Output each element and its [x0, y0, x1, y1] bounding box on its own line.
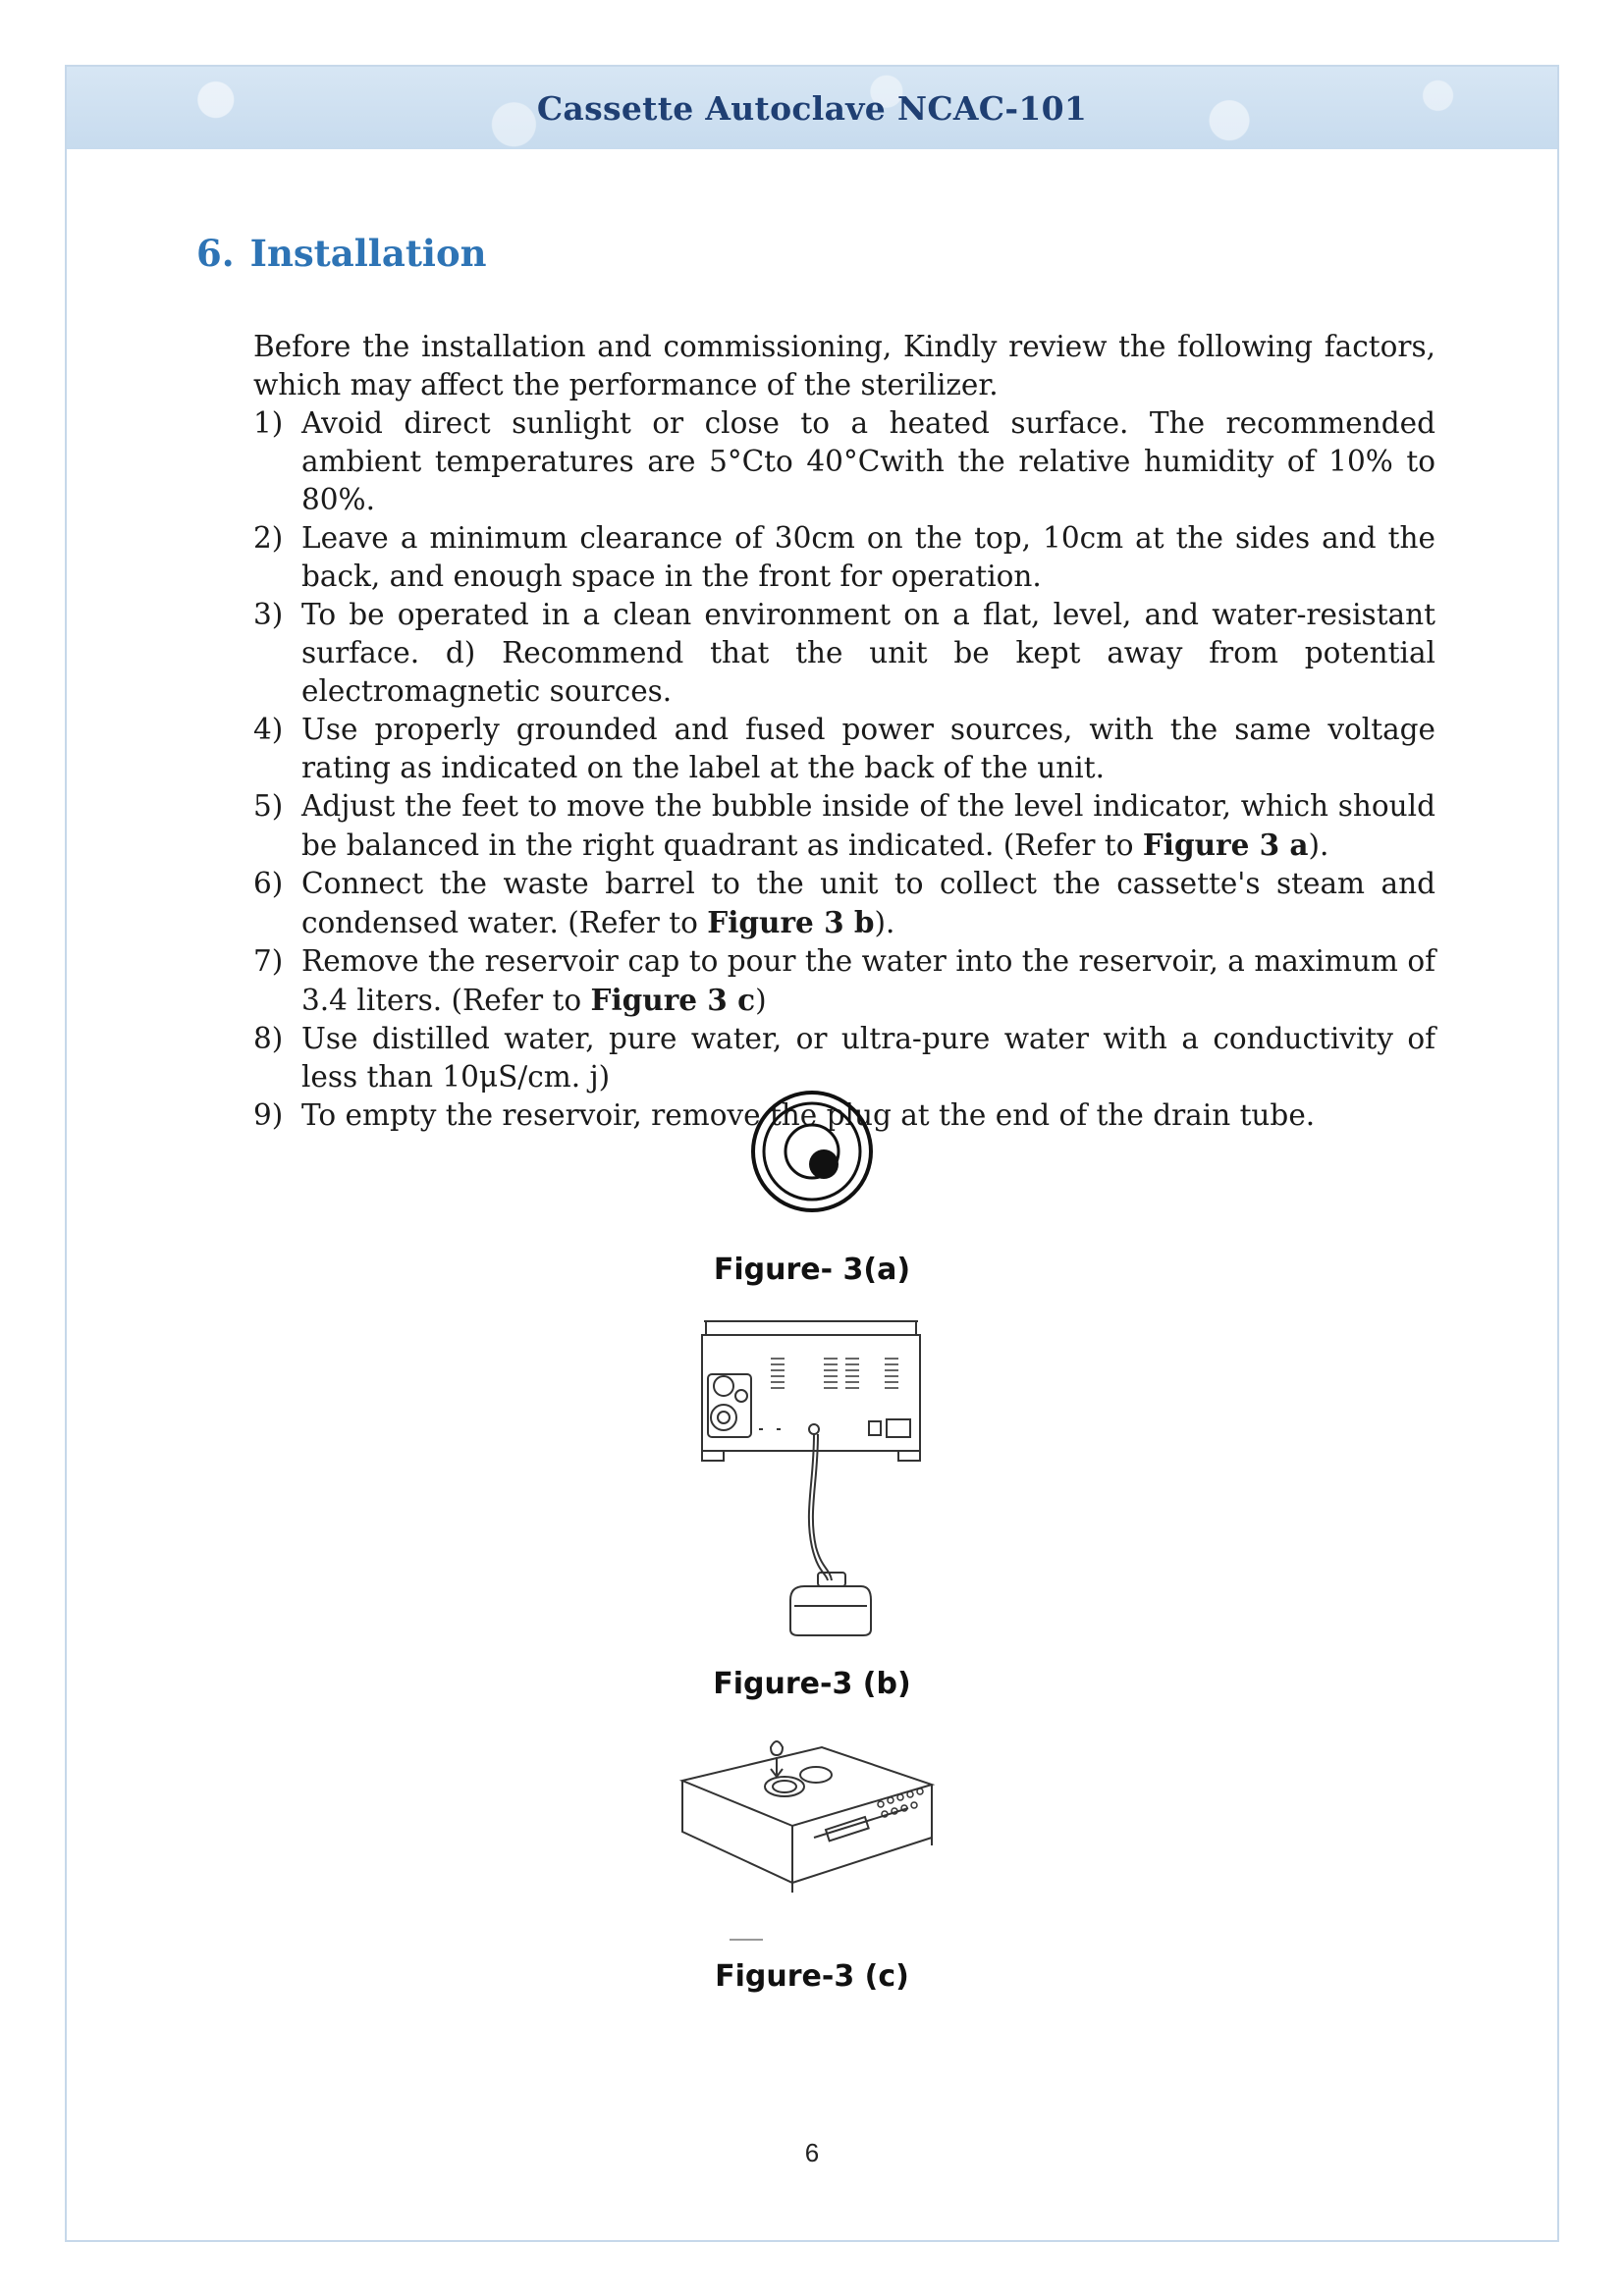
- item-text-end: ).: [1308, 828, 1329, 862]
- figure-3c-caption: Figure-3 (c): [715, 1959, 909, 1994]
- section-title: Installation: [249, 232, 487, 275]
- item-text: Connect the waste barrel to the unit to collect the cassette's steam and condensed water. (Refer to: [301, 867, 1435, 939]
- figure-3b: [0, 1315, 1624, 1639]
- list-item: [253, 1020, 1435, 1096]
- list-item: [253, 519, 1435, 596]
- list-item: [253, 596, 1435, 711]
- item-number: 2): [253, 521, 284, 555]
- list-item: [253, 787, 1435, 865]
- figure-reference: Figure 3 c: [590, 983, 756, 1017]
- figure-reference: Figure 3 a: [1142, 828, 1309, 862]
- section-body: [253, 328, 1435, 1135]
- item-number: 3): [253, 598, 284, 631]
- item-text: Remove the reservoir cap to pour the water into the reservoir, a maximum of 3.4 liters. (Refer to: [301, 944, 1435, 1017]
- header-banner: [67, 67, 1557, 149]
- figure-reference: Figure 3 b: [707, 905, 875, 939]
- item-text: To be operated in a clean environment on a flat, level, and water-resistant surface. d) Recommend that the unit be kept away from potential electromagnetic sources.: [301, 598, 1435, 708]
- item-number: 8): [253, 1022, 284, 1055]
- item-text: Avoid direct sunlight or close to a heated surface. The recommended ambient temperatures are 5°Cto 40°Cwith the relative humidity of 10% to 80%.: [301, 406, 1435, 516]
- item-text: Use distilled water, pure water, or ultra-pure water with a conductivity of less than 10μS/cm. j): [301, 1022, 1435, 1094]
- intro-paragraph: Before the installation and commissioning, Kindly review the following factors, which may affect the performance of the sterilizer.: [253, 330, 1435, 401]
- figure-3c: [0, 1735, 1624, 1942]
- section-number: 6.: [196, 232, 235, 275]
- list-item: [253, 865, 1435, 942]
- item-text-end: ): [755, 984, 767, 1017]
- item-number: 4): [253, 713, 284, 746]
- level-indicator-illustration: [748, 1088, 876, 1215]
- figure-3a: [0, 1088, 1624, 1215]
- item-number: 5): [253, 789, 284, 823]
- page-number: 6: [804, 2138, 820, 2167]
- factor-list: [253, 404, 1435, 1135]
- figure-3b-caption: Figure-3 (b): [713, 1667, 911, 1701]
- item-text: Leave a minimum clearance of 30cm on the top, 10cm at the sides and the back, and enough space in the front for operation.: [301, 521, 1435, 593]
- item-text: Use properly grounded and fused power sources, with the same voltage rating as indicated on the label at the back of the unit.: [301, 713, 1435, 784]
- waste-barrel-illustration: [694, 1315, 930, 1639]
- item-number: 1): [253, 406, 284, 440]
- section-heading: [196, 232, 487, 275]
- figure-3a-caption: Figure- 3(a): [713, 1253, 911, 1287]
- document-title: Cassette Autoclave NCAC-101: [536, 88, 1088, 128]
- item-text: To empty the reservoir, remove the plug at the end of the drain tube.: [301, 1098, 1316, 1132]
- item-text: Adjust the feet to move the bubble inside of the level indicator, which should be balanced in the right quadrant as indicated. (Refer to: [301, 789, 1435, 862]
- list-item: [253, 711, 1435, 787]
- list-item: [253, 404, 1435, 519]
- item-number: 9): [253, 1098, 284, 1132]
- item-text-end: ).: [874, 906, 895, 939]
- item-number: 7): [253, 944, 284, 978]
- list-item: [253, 942, 1435, 1020]
- item-number: 6): [253, 867, 284, 900]
- reservoir-fill-illustration: [675, 1735, 949, 1942]
